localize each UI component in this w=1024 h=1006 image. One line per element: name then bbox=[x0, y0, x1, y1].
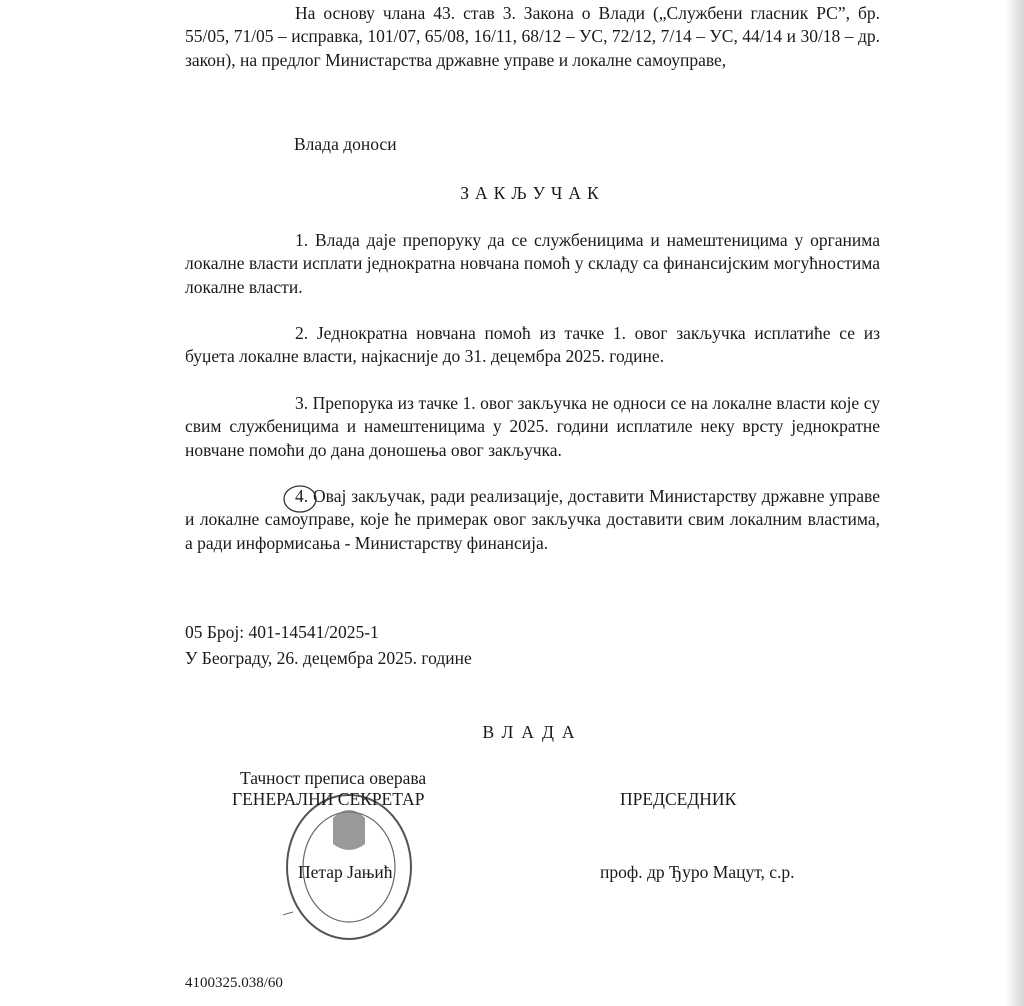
item-1: 1. Влада даје препоруку да се службеницима и намештеницима у органима локалне власти исплати једнократна новчана помоћ у складу са финансијским могућностима локалне власти. bbox=[185, 230, 880, 297]
secretary-name: Петар Јањић bbox=[298, 862, 393, 882]
handwritten-circle-mark bbox=[280, 483, 320, 515]
secretary-title: ГЕНЕРАЛНИ СЕКРЕТАР bbox=[232, 789, 425, 809]
footer-code: 4100325.038/60 bbox=[185, 975, 283, 991]
document-title: ЗАКЉУЧАК bbox=[460, 183, 605, 203]
enacts-line: Влада доноси bbox=[294, 134, 397, 154]
government-heading: ВЛАДА bbox=[482, 722, 583, 742]
president-name: проф. др Ђуро Мацут, с.р. bbox=[600, 862, 795, 882]
certify-line: Тачност преписа оверава bbox=[240, 768, 427, 788]
item-2: 2. Једнократна новчана помоћ из тачке 1. овог закључка исплатиће се из буџета локалне власти, најкасније до 31. децембра 2025. године. bbox=[185, 323, 880, 367]
page-edge bbox=[1006, 0, 1024, 1006]
preamble: На основу члана 43. став 3. Закона о Влади („Службени гласник РС”, бр. 55/05, 71/05 – исправка, 101/07, 65/08, 16/11, 68/12 – УС, 72/12, 7/14 – УС, 44/14 и 30/18 – др. закон), на предлог Министарства државне управе и локалне самоуправе, bbox=[185, 3, 880, 70]
document-number: 05 Број: 401-14541/2025-1 bbox=[185, 622, 379, 642]
place-date: У Београду, 26. децембра 2025. године bbox=[185, 648, 472, 668]
president-title: ПРЕДСЕДНИК bbox=[620, 789, 737, 809]
item-4: 4. Овај закључак, ради реализације, доставити Министарству државне управе и локалне самоуправе, које ће примерак овог закључка доставити свим локалним властима, а ради информисања - Министарству финансија. bbox=[185, 486, 880, 553]
item-3: 3. Препорука из тачке 1. овог закључка не односи се на локалне власти које су свим службеницима и намештеницима у 2025. години исплатиле неку врсту једнократне новчане помоћи до дана доношења овог закључка. bbox=[185, 393, 880, 460]
